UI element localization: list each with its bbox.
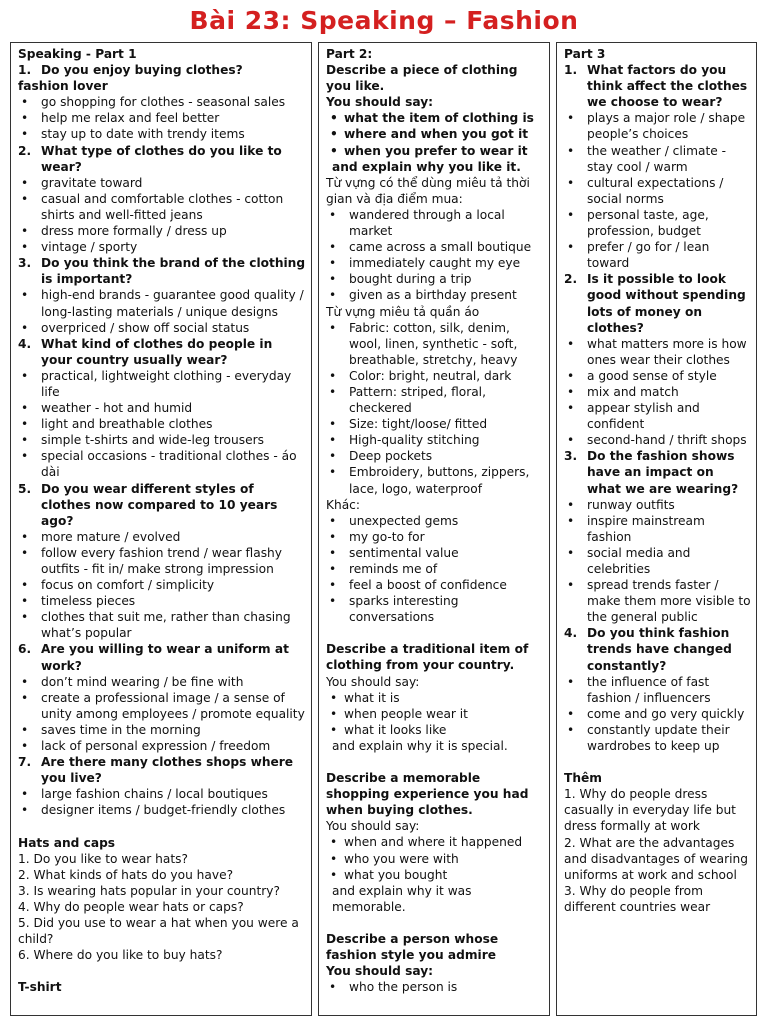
vocab-label: Khác: <box>326 497 360 512</box>
cue-card-tail: and explain why it is special. <box>332 738 508 753</box>
list-item: • overpriced / show off social status <box>18 320 306 336</box>
list-item: • High-quality stitching <box>326 432 544 448</box>
question-line: 3. Why do people from different countries wear <box>564 883 711 914</box>
list-item: • who the person is <box>326 979 544 995</box>
list-item: • plays a major role / shape people’s choices <box>564 110 751 142</box>
more-header: Thêm <box>564 771 602 786</box>
list-item: • casual and comfortable clothes - cotton shirts and well-fitted jeans <box>18 191 306 223</box>
bullet-list <box>18 529 306 642</box>
cue-card-tail: and explain why it was memorable. <box>332 883 472 914</box>
list-item: • lack of personal expression / freedom <box>18 738 306 754</box>
hats-questions <box>18 851 306 964</box>
question: 1. What factors do you think affect the clothes we choose to wear? <box>564 63 748 110</box>
bullet-list <box>326 979 544 995</box>
list-item: • large fashion chains / local boutiques <box>18 786 306 802</box>
question: 7. Are there many clothes shops where you live? <box>18 755 294 786</box>
list-item: • sentimental value <box>326 545 544 561</box>
list-item: • cultural expectations / social norms <box>564 175 751 207</box>
question-line: 1. Why do people dress casually in everyday life but dress formally at work <box>564 787 736 834</box>
list-item: • Color: bright, neutral, dark <box>326 368 544 384</box>
list-item: • bought during a trip <box>326 271 544 287</box>
question: 5. Do you wear different styles of clothes now compared to 10 years ago? <box>18 481 278 528</box>
list-item: • weather - hot and humid <box>18 400 306 416</box>
list-item: • what you bought <box>326 867 544 883</box>
list-item: • what it is <box>326 690 544 706</box>
list-item: • reminds me of <box>326 561 544 577</box>
list-item: • the influence of fast fashion / influencers <box>564 674 751 706</box>
part2-header: Part 2: <box>326 47 373 61</box>
more-questions <box>564 786 751 915</box>
bullet-list <box>18 368 306 481</box>
list-item: • Fabric: cotton, silk, denim, wool, linen, synthetic - soft, breathable, stretchy, heavy <box>326 320 544 368</box>
bullet-list <box>326 690 544 738</box>
list-item: • constantly update their wardrobes to keep up <box>564 722 751 754</box>
list-item: • simple t-shirts and wide-leg trousers <box>18 432 306 448</box>
list-item: • when you prefer to wear it <box>326 143 544 159</box>
keyword: fashion lover <box>18 79 108 94</box>
question: 6. Are you willing to wear a uniform at work? <box>18 642 289 673</box>
list-item: • more mature / evolved <box>18 529 306 545</box>
list-item: • help me relax and feel better <box>18 110 306 126</box>
list-item: • Size: tight/loose/ fitted <box>326 416 544 432</box>
list-item: • given as a birthday present <box>326 287 544 303</box>
bullet-list <box>326 207 544 304</box>
list-item: • special occasions - traditional clothes - áo dài <box>18 448 306 480</box>
list-item: • clothes that suit me, rather than chasing what’s popular <box>18 609 306 641</box>
list-item: • saves time in the morning <box>18 722 306 738</box>
list-item: • unexpected gems <box>326 513 544 529</box>
bullet-list <box>326 513 544 626</box>
you-should-say: You should say: <box>326 819 420 834</box>
cue-card-topic: Describe a person whose fashion style you admire <box>326 931 499 962</box>
part2-column <box>318 42 550 1016</box>
question: 1. Do you enjoy buying clothes? <box>18 63 243 78</box>
bullet-list <box>18 94 306 142</box>
list-item: • a good sense of style <box>564 368 751 384</box>
cue-card-topic: Describe a traditional item of clothing from your country. <box>326 642 529 673</box>
list-item: • vintage / sporty <box>18 239 306 255</box>
hats-header: Hats and caps <box>18 835 116 850</box>
list-item: • practical, lightweight clothing - everyday life <box>18 368 306 400</box>
bullet-list <box>18 674 306 754</box>
list-item: • what it looks like <box>326 722 544 738</box>
list-item: • wandered through a local market <box>326 207 544 239</box>
list-item: • what the item of clothing is <box>326 110 544 126</box>
list-item: • stay up to date with trendy items <box>18 126 306 142</box>
cue-card-topic: Describe a memorable shopping experience you had when buying clothes. <box>326 771 529 818</box>
list-item: • don’t mind wearing / be fine with <box>18 674 306 690</box>
list-item: • when people wear it <box>326 706 544 722</box>
list-item: • gravitate toward <box>18 175 306 191</box>
list-item: • mix and match <box>564 384 751 400</box>
list-item: • the weather / climate - stay cool / warm <box>564 143 751 175</box>
list-item: • dress more formally / dress up <box>18 223 306 239</box>
question-line: 6. Where do you like to buy hats? <box>18 948 223 963</box>
list-item: • inspire mainstream fashion <box>564 513 751 545</box>
list-item: • who you were with <box>326 851 544 867</box>
bullet-list <box>18 287 306 335</box>
question: 2. Is it possible to look good without spending lots of money on clothes? <box>564 272 746 335</box>
question: 3. Do you think the brand of the clothing is important? <box>18 256 306 287</box>
question: 2. What type of clothes do you like to wear? <box>18 143 282 174</box>
list-item: • Deep pockets <box>326 448 544 464</box>
question-line: 5. Did you use to wear a hat when you were a child? <box>18 915 299 947</box>
bullet-list <box>326 320 544 497</box>
bullet-list <box>564 674 751 754</box>
list-item: • immediately caught my eye <box>326 255 544 271</box>
bullet-list <box>326 834 544 882</box>
list-item: • Embroidery, buttons, zippers, lace, logo, waterproof <box>326 464 544 496</box>
bullet-list <box>18 175 306 255</box>
question: 4. What kind of clothes do people in your country usually wear? <box>18 336 273 367</box>
page-title: Bài 23: Speaking – Fashion <box>189 6 579 35</box>
you-should-say: You should say: <box>326 95 434 110</box>
list-item: • runway outfits <box>564 497 751 513</box>
you-should-say: You should say: <box>326 964 434 979</box>
bullet-list <box>564 497 751 626</box>
cue-card-topic: Describe a piece of clothing you like. <box>326 63 518 94</box>
list-item: • light and breathable clothes <box>18 416 306 432</box>
list-item: • high-end brands - guarantee good quality / long-lasting materials / unique designs <box>18 287 306 319</box>
vocab-label: Từ vựng miêu tả quần áo <box>326 304 480 319</box>
list-item: • feel a boost of confidence <box>326 577 544 593</box>
tshirt-header: T-shirt <box>18 980 62 995</box>
question-line: 4. Why do people wear hats or caps? <box>18 899 244 914</box>
list-item: • where and when you got it <box>326 126 544 142</box>
question: 4. Do you think fashion trends have changed constantly? <box>564 626 732 673</box>
bullet-list <box>564 336 751 449</box>
vocab-label: Từ vựng có thể dùng miêu tả thời gian và địa điểm mua: <box>326 175 530 206</box>
question-line: 3. Is wearing hats popular in your country? <box>18 883 280 898</box>
part1-header: Speaking - Part 1 <box>18 47 137 61</box>
question-line: 1. Do you like to wear hats? <box>18 851 188 866</box>
list-item: • prefer / go for / lean toward <box>564 239 751 271</box>
question-line: 2. What kinds of hats do you have? <box>18 867 234 882</box>
list-item: • what matters more is how ones wear their clothes <box>564 336 751 368</box>
bullet-list <box>326 110 544 158</box>
list-item: • sparks interesting conversations <box>326 593 544 625</box>
list-item: • personal taste, age, profession, budget <box>564 207 751 239</box>
list-item: • focus on comfort / simplicity <box>18 577 306 593</box>
question: 3. Do the fashion shows have an impact on what we are wearing? <box>564 449 739 496</box>
part3-header: Part 3 <box>564 47 606 61</box>
list-item: • go shopping for clothes - seasonal sales <box>18 94 306 110</box>
list-item: • came across a small boutique <box>326 239 544 255</box>
list-item: • create a professional image / a sense of unity among employees / promote equality <box>18 690 306 722</box>
list-item: • designer items / budget-friendly clothes <box>18 802 306 818</box>
part3-column <box>556 42 757 1016</box>
list-item: • spread trends faster / make them more visible to the general public <box>564 577 751 625</box>
list-item: • appear stylish and confident <box>564 400 751 432</box>
list-item: • follow every fashion trend / wear flashy outfits - fit in/ make strong impression <box>18 545 306 577</box>
list-item: • social media and celebrities <box>564 545 751 577</box>
bullet-list <box>18 786 306 818</box>
you-should-say: You should say: <box>326 674 420 689</box>
list-item: • when and where it happened <box>326 834 544 850</box>
list-item: • my go-to for <box>326 529 544 545</box>
bullet-list <box>564 110 751 271</box>
list-item: • Pattern: striped, floral, checkered <box>326 384 544 416</box>
question-line: 2. What are the advantages and disadvantages of wearing uniforms at work and school <box>564 835 749 882</box>
part1-column <box>10 42 312 1016</box>
list-item: • second-hand / thrift shops <box>564 432 751 448</box>
cue-card-tail: and explain why you like it. <box>332 159 521 174</box>
list-item: • come and go very quickly <box>564 706 751 722</box>
list-item: • timeless pieces <box>18 593 306 609</box>
